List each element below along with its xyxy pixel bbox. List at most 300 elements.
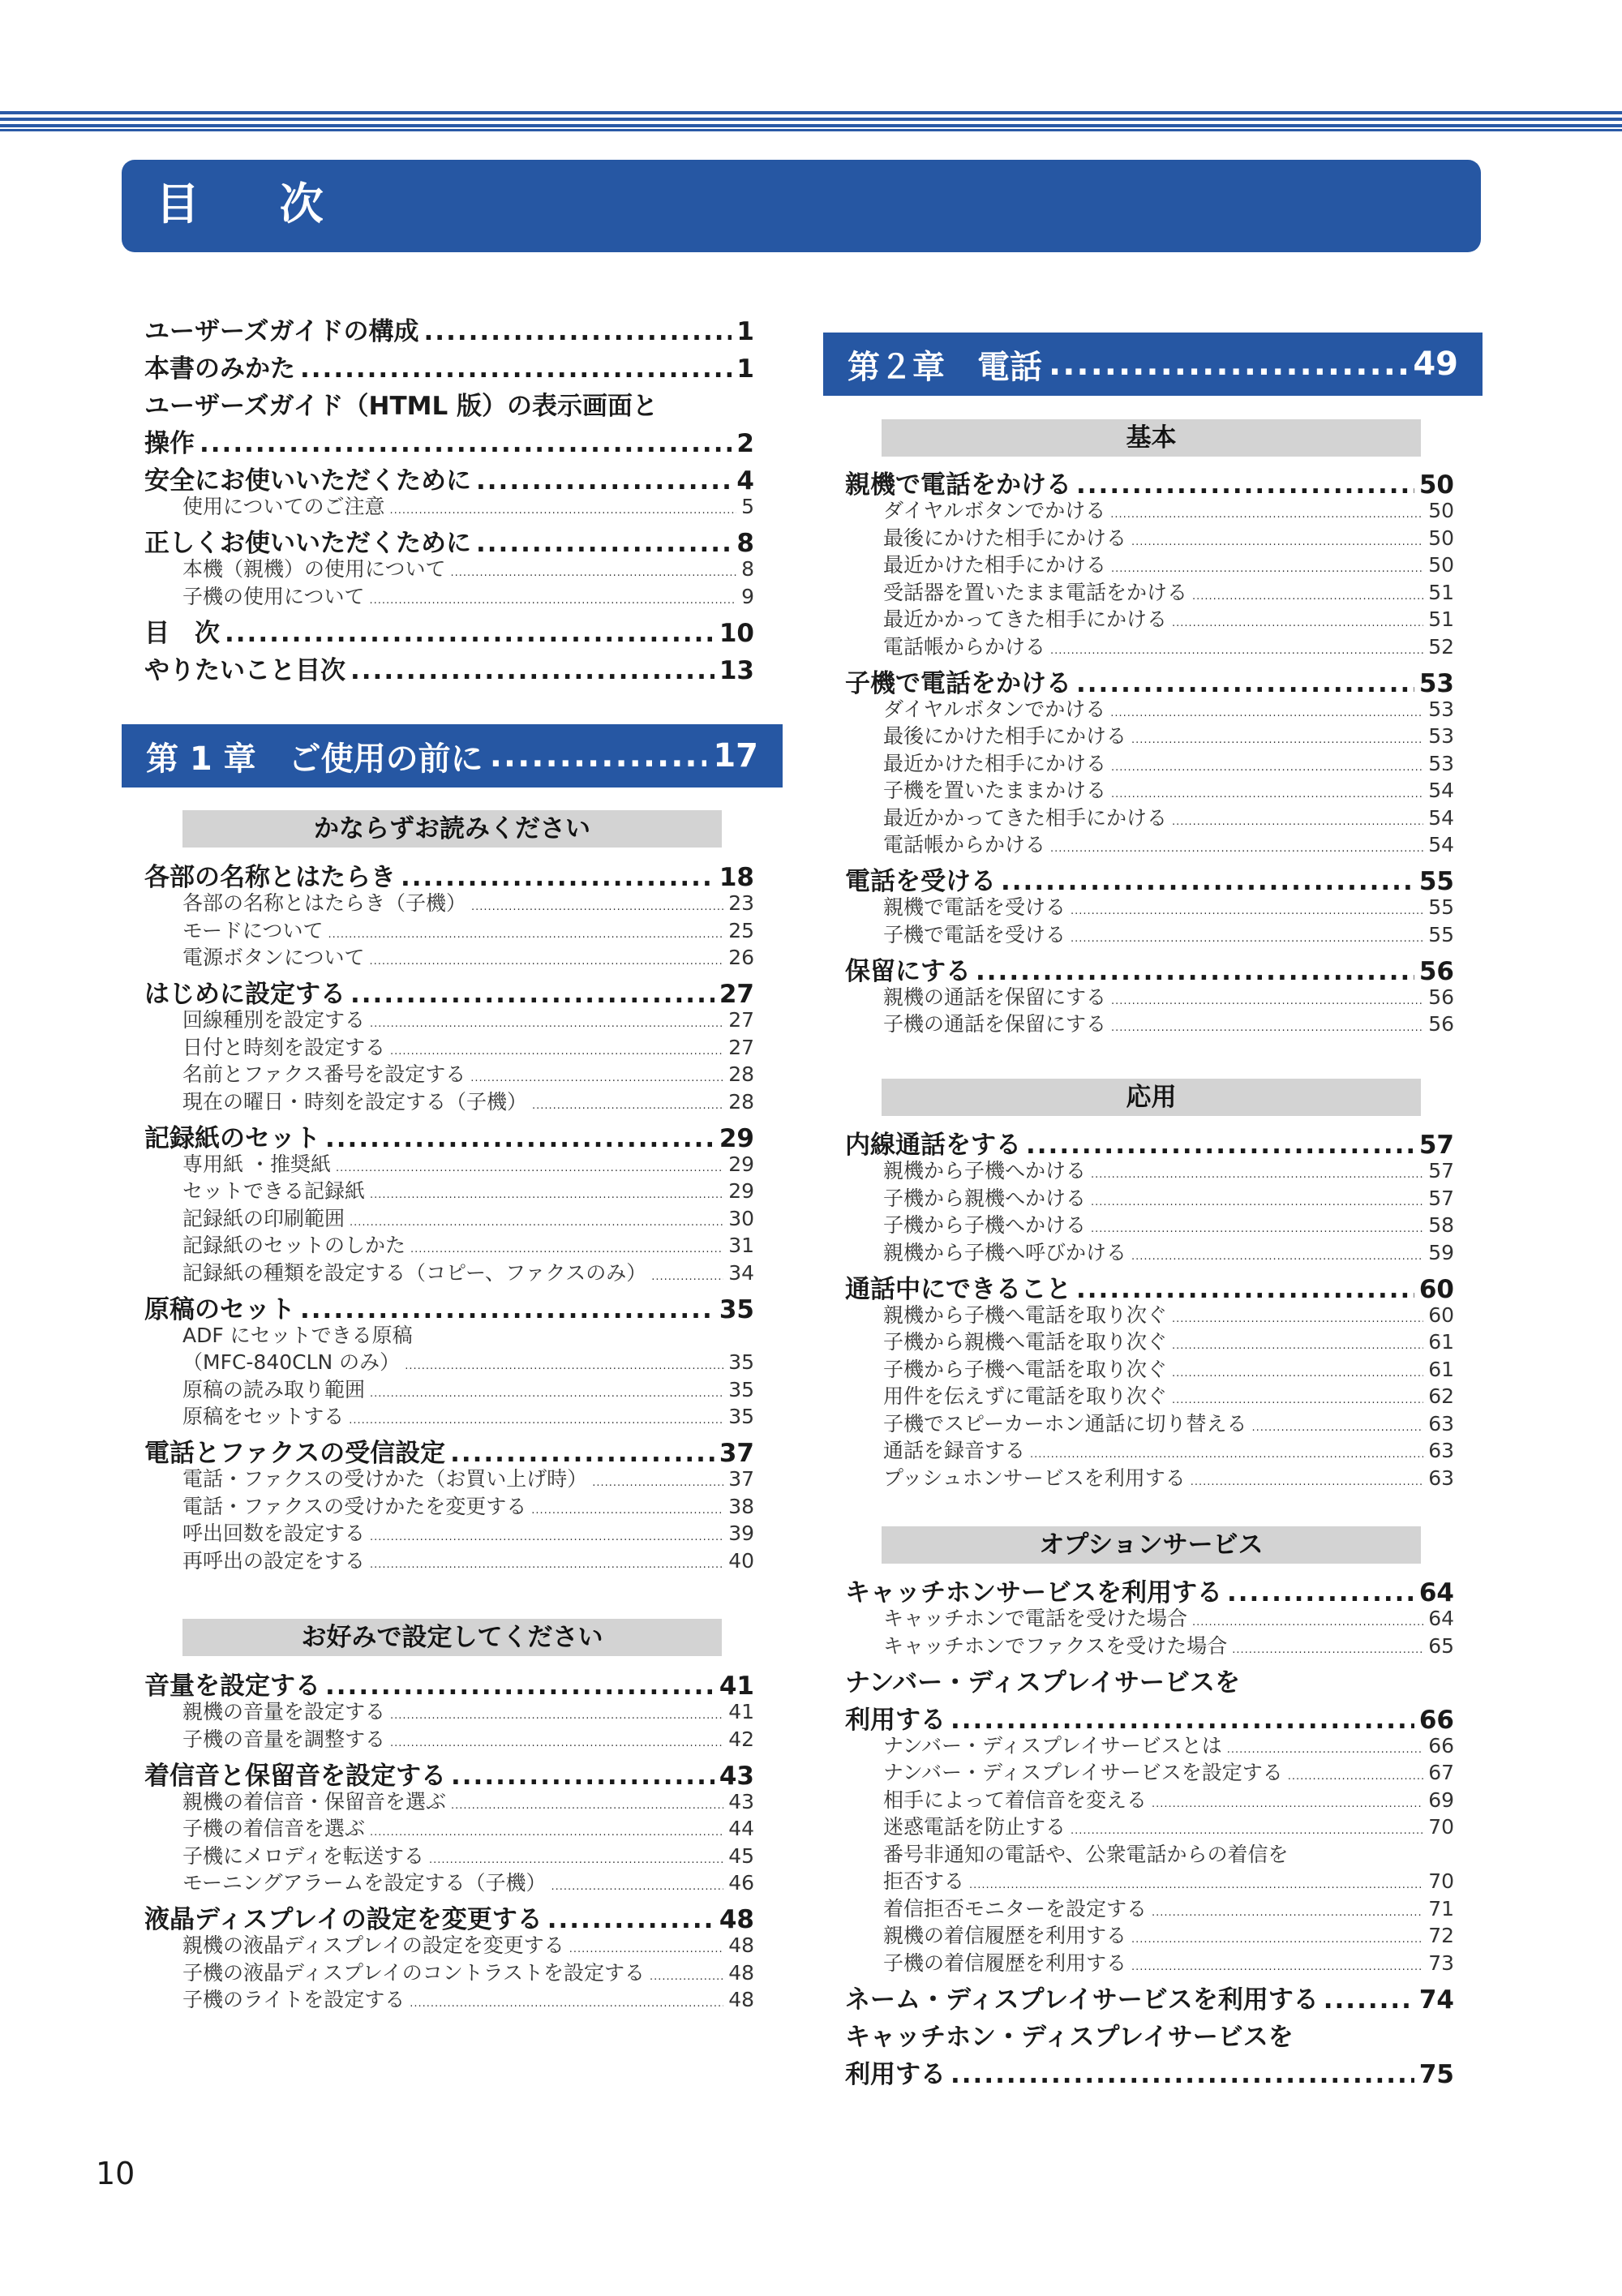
toc-subentry[interactable] xyxy=(883,1329,1454,1355)
toc-subentry[interactable] xyxy=(883,1186,1454,1212)
toc-page-number: 74 xyxy=(1418,1985,1454,2015)
toc-subentry[interactable] xyxy=(883,1606,1454,1632)
toc-entry[interactable] xyxy=(144,1294,754,1326)
section-band: オプションサービス xyxy=(882,1526,1421,1564)
toc-subentry[interactable] xyxy=(883,552,1454,578)
chapter-1-band[interactable] xyxy=(122,724,783,788)
toc-page-number: 72 xyxy=(1428,1924,1454,1947)
dot-leader xyxy=(1131,530,1423,556)
toc-page-number: 52 xyxy=(1428,634,1454,659)
dot-leader xyxy=(390,1039,723,1065)
toc-page-number: 26 xyxy=(728,946,754,969)
toc-page-number: 70 xyxy=(1428,1815,1454,1839)
dot-leader xyxy=(1110,701,1423,727)
toc-page-number: 48 xyxy=(719,1905,754,1934)
toc-entry-title: 用件を伝えずに電話を取り次ぐ xyxy=(883,1384,1168,1408)
dot-leader xyxy=(350,1210,723,1236)
toc-page-number: 53 xyxy=(1418,668,1454,698)
toc-entry-title: 原稿の読み取り範囲 xyxy=(182,1377,366,1401)
dot-leader xyxy=(350,978,714,1011)
dot-leader xyxy=(200,427,732,460)
toc-subentry[interactable] xyxy=(883,751,1454,777)
toc-subentry[interactable] xyxy=(182,1377,754,1403)
toc-page-number: 48 xyxy=(728,1933,754,1957)
toc-page-number: 63 xyxy=(1428,1466,1454,1490)
toc-entry-text: ナンバー・ディスプレイサービスを xyxy=(845,1667,1241,1697)
dot-leader xyxy=(950,2058,1414,2091)
toc-subentry[interactable] xyxy=(883,1384,1454,1410)
toc-subentry[interactable] xyxy=(883,607,1454,633)
toc-entry-title: 日付と時刻を設定する xyxy=(182,1035,386,1059)
toc-page-number: 60 xyxy=(1418,1274,1454,1304)
toc-page-number: 8 xyxy=(736,529,754,558)
dot-leader xyxy=(1252,1415,1424,1441)
dot-leader xyxy=(532,1093,723,1119)
toc-entry-title: 電源ボタンについて xyxy=(182,946,365,969)
toc-page-number: 64 xyxy=(1418,1578,1454,1607)
toc-entry-text: 番号非通知の電話や、公衆電話からの着信を xyxy=(883,1842,1289,1866)
toc-subentry[interactable] xyxy=(182,556,754,582)
toc-page-number: 37 xyxy=(719,1439,754,1468)
toc-subentry[interactable] xyxy=(182,494,754,520)
dot-leader xyxy=(1191,1470,1423,1496)
toc-page-number: 10 xyxy=(719,618,754,648)
chapter-page-number: 49 xyxy=(1413,345,1458,383)
section-band: かならずお読みください xyxy=(182,810,722,848)
toc-page-number: 18 xyxy=(719,863,754,892)
toc-subentry[interactable] xyxy=(883,526,1454,551)
dot-leader xyxy=(390,1703,723,1729)
toc-entry-title: 親機の着信履歴を利用する xyxy=(883,1924,1127,1947)
toc-entry-title: ネーム・ディスプレイサービスを利用する xyxy=(845,1985,1319,2015)
dot-leader xyxy=(1227,1577,1414,1609)
dot-leader xyxy=(336,1156,723,1182)
toc-subentry[interactable] xyxy=(883,498,1454,524)
toc-subentry[interactable] xyxy=(883,1302,1454,1328)
toc-entry-title: 呼出回数を設定する xyxy=(182,1521,366,1545)
toc-subentry[interactable] xyxy=(883,723,1454,749)
toc-page-number: 57 xyxy=(1428,1186,1454,1210)
toc-page-number: 37 xyxy=(728,1467,754,1491)
toc-entry-title: 音量を設定する xyxy=(144,1672,320,1701)
dot-leader xyxy=(451,560,737,586)
dot-leader xyxy=(370,588,737,614)
toc-page-number: 43 xyxy=(719,1761,754,1791)
toc-page-number: 4 xyxy=(736,466,754,496)
dot-leader xyxy=(1071,1818,1423,1844)
toc-entry-title: 電話帳からかける xyxy=(883,833,1046,856)
toc-subentry[interactable] xyxy=(883,580,1454,606)
toc-subentry[interactable] xyxy=(182,1152,754,1178)
toc-entry-title: 子機の液晶ディスプレイのコントラストを設定する xyxy=(182,1960,646,1985)
toc-entry-title: 専用紙 ・推奨紙 xyxy=(182,1152,331,1176)
toc-page-number: 30 xyxy=(728,1206,754,1230)
toc-page-number: 50 xyxy=(1428,526,1454,550)
toc-subentry[interactable] xyxy=(883,1212,1454,1238)
toc-subentry[interactable] xyxy=(182,1789,754,1815)
toc-entry[interactable] xyxy=(144,465,754,497)
toc-page-number: 29 xyxy=(728,1152,754,1176)
toc-entry-title: 再呼出の設定をする xyxy=(182,1548,366,1573)
dot-leader xyxy=(531,1498,723,1524)
dot-leader xyxy=(592,1470,723,1496)
section-band: 基本 xyxy=(882,419,1421,457)
toc-page-number: 43 xyxy=(728,1789,754,1813)
toc-page-number: 27 xyxy=(728,1008,754,1032)
toc-subentry[interactable] xyxy=(182,891,754,916)
dot-leader xyxy=(1030,1442,1423,1468)
toc-subentry[interactable] xyxy=(182,1206,754,1232)
toc-subentry[interactable] xyxy=(883,895,1454,921)
toc-entry-title: 子機にメロディを転送する xyxy=(182,1843,425,1868)
dot-leader xyxy=(976,955,1414,988)
toc-page-number: 66 xyxy=(1428,1733,1454,1757)
toc-page-number: 9 xyxy=(741,584,754,608)
toc-page-number: 28 xyxy=(728,1062,754,1086)
dot-leader xyxy=(1232,1637,1423,1663)
toc-entry-title: 通話を録音する xyxy=(883,1439,1026,1462)
toc-subentry[interactable] xyxy=(883,1896,1454,1922)
toc-entry-title: ナンバー・ディスプレイサービスとは xyxy=(883,1733,1222,1757)
toc-subentry[interactable] xyxy=(182,1007,754,1033)
dot-leader xyxy=(1050,638,1423,664)
toc-entry-title: 液晶ディスプレイの設定を変更する xyxy=(144,1905,543,1934)
toc-subentry[interactable] xyxy=(182,1089,754,1115)
dot-leader xyxy=(476,465,732,497)
toc-subentry[interactable] xyxy=(182,918,754,944)
toc-entry[interactable] xyxy=(144,1760,754,1792)
page-number: 10 xyxy=(96,2156,135,2191)
toc-entry-title: 利用する xyxy=(845,2059,946,2089)
toc-entry-title: 使用についてのご注意 xyxy=(182,495,385,518)
toc-subentry[interactable] xyxy=(182,1062,754,1088)
toc-page-number: 71 xyxy=(1428,1896,1454,1920)
toc-entry[interactable] xyxy=(144,978,754,1011)
dot-leader xyxy=(551,1874,724,1900)
toc-page-number: 35 xyxy=(719,1294,754,1324)
dot-leader xyxy=(1192,584,1423,610)
toc-entry-title: 電話・ファクスの受けかた（お買い上げ時） xyxy=(182,1467,588,1491)
dot-leader xyxy=(1111,755,1423,781)
dot-leader xyxy=(410,1237,723,1263)
toc-page-number: 55 xyxy=(1418,867,1454,896)
toc-subentry[interactable] xyxy=(883,1357,1454,1383)
toc-entry-title: 親機から子機へかける xyxy=(883,1159,1087,1182)
toc-entry-title: 目 次 xyxy=(144,618,220,648)
toc-entry-title: 通話中にできること xyxy=(845,1274,1071,1304)
toc-page-number: 64 xyxy=(1428,1607,1454,1630)
toc-entry-title: ユーザーズガイドの構成 xyxy=(144,317,419,346)
toc-subentry[interactable] xyxy=(883,1923,1454,1949)
toc-page-number: 13 xyxy=(719,655,754,685)
toc-entry[interactable] xyxy=(845,1984,1454,2016)
toc-page-number: 39 xyxy=(728,1521,754,1545)
toc-subentry[interactable] xyxy=(182,1466,754,1492)
toc-entry[interactable] xyxy=(144,427,754,460)
toc-entry-title: 子機から子機へ電話を取り次ぐ xyxy=(883,1357,1168,1381)
toc-entry-title: 電話帳からかける xyxy=(883,634,1046,659)
dot-leader xyxy=(350,654,714,687)
toc-subentry[interactable] xyxy=(883,697,1454,723)
dot-leader xyxy=(1091,1190,1423,1216)
toc-subentry[interactable] xyxy=(883,1787,1454,1813)
toc-page-number: 41 xyxy=(719,1672,754,1701)
toc-page-number: 8 xyxy=(741,557,754,581)
toc-page-number: 75 xyxy=(1418,2059,1454,2089)
toc-page-number: 50 xyxy=(1418,470,1454,500)
toc-entry-title: 子機のライトを設定する xyxy=(182,1988,406,2011)
toc-page-number: 54 xyxy=(1428,805,1454,830)
toc-entry-title: 電話・ファクスの受けかたを変更する xyxy=(182,1494,527,1518)
toc-entry-title: 各部の名称とはたらき（子機） xyxy=(182,891,467,915)
dot-leader xyxy=(300,1294,714,1326)
toc-entry-title: キャッチホンサービスを利用する xyxy=(845,1578,1222,1607)
dot-leader xyxy=(1111,1015,1423,1041)
toc-page-number: 55 xyxy=(1428,922,1454,946)
toc-entry[interactable] xyxy=(845,1704,1454,1736)
toc-entry[interactable] xyxy=(845,955,1454,988)
dot-leader xyxy=(569,1937,723,1963)
toc-entry-title: 子機の音量を調整する xyxy=(182,1727,386,1751)
toc-subentry[interactable] xyxy=(182,1404,754,1430)
toc-subentry[interactable] xyxy=(182,1699,754,1725)
toc-page-number: 63 xyxy=(1428,1411,1454,1436)
toc-entry-title: 原稿のセット xyxy=(144,1294,295,1324)
toc-page-number: 66 xyxy=(1418,1705,1454,1735)
toc-subentry[interactable] xyxy=(182,1870,754,1896)
toc-page-number: 23 xyxy=(728,891,754,915)
dot-leader xyxy=(451,1760,714,1792)
toc-page-number: 69 xyxy=(1428,1787,1454,1812)
toc-entry-title: 内線通話をする xyxy=(845,1131,1021,1160)
toc-subentry[interactable] xyxy=(182,1548,754,1574)
toc-page-number: 53 xyxy=(1428,751,1454,775)
dot-leader xyxy=(370,1820,723,1846)
toc-subentry[interactable] xyxy=(182,584,754,610)
toc-page-number: 41 xyxy=(728,1700,754,1723)
toc-entry-title: 記録紙のセットのしかた xyxy=(182,1234,406,1257)
toc-subentry[interactable] xyxy=(883,1814,1454,1840)
chapter-title: 第 1 章 ご使用の前に xyxy=(146,740,483,778)
toc-page-number: 50 xyxy=(1428,553,1454,577)
dot-leader xyxy=(1091,1217,1423,1242)
toc-entry-title: 相手によって着信音を変える xyxy=(883,1787,1148,1812)
toc-subentry[interactable] xyxy=(182,1727,754,1753)
toc-page-number: 56 xyxy=(1428,1012,1454,1036)
toc-entry-title: 子機を置いたままかける xyxy=(883,779,1107,802)
chapter-title: 第２章 電話 xyxy=(847,348,1042,386)
toc-page-number: 61 xyxy=(1428,1357,1454,1381)
toc-subentry[interactable] xyxy=(182,1178,754,1204)
toc-entry-title: やりたいこと目次 xyxy=(144,655,345,685)
toc-subentry[interactable] xyxy=(182,1843,754,1869)
dot-leader xyxy=(1001,865,1414,898)
dot-leader xyxy=(1076,1273,1414,1306)
dot-leader xyxy=(1111,556,1423,582)
toc-entry-title: 子機でスピーカーホン通話に切り替える xyxy=(883,1411,1247,1436)
toc-entry-text: ユーザーズガイド（HTML 版）の表示画面と xyxy=(144,392,659,421)
dot-leader xyxy=(225,617,714,650)
dot-leader xyxy=(1172,1388,1423,1414)
dot-leader xyxy=(471,895,723,921)
toc-page-number: 51 xyxy=(1428,607,1454,631)
toc-entry-title: 最後にかけた相手にかける xyxy=(883,724,1127,748)
toc-subentry[interactable] xyxy=(883,634,1454,660)
toc-page-number: 54 xyxy=(1428,779,1454,802)
toc-subentry[interactable] xyxy=(883,1760,1454,1786)
dot-leader xyxy=(405,1354,723,1380)
dot-leader xyxy=(1110,502,1423,528)
toc-entry[interactable] xyxy=(144,353,754,385)
dot-leader xyxy=(1026,1129,1414,1161)
toc-entry-title: 操作 xyxy=(144,429,195,458)
toc-entry-title: 子機から親機へかける xyxy=(883,1186,1087,1210)
toc-subentry[interactable] xyxy=(182,1933,754,1959)
toc-subentry[interactable] xyxy=(883,778,1454,804)
dot-leader xyxy=(1111,782,1423,808)
toc-page-number: 61 xyxy=(1428,1330,1454,1354)
dot-leader xyxy=(969,1873,1423,1899)
toc-entry[interactable] xyxy=(144,527,754,560)
toc-subentry[interactable] xyxy=(883,922,1454,948)
toc-subentry[interactable] xyxy=(182,1816,754,1842)
toc-subentry[interactable] xyxy=(883,1411,1454,1437)
toc-subentry[interactable] xyxy=(182,1233,754,1259)
toc-entry-title: 親機から子機へ呼びかける xyxy=(883,1240,1127,1264)
toc-entry[interactable] xyxy=(144,1903,754,1936)
toc-entry-title: 親機の通話を保留にする xyxy=(883,985,1107,1009)
dot-leader xyxy=(950,1704,1414,1736)
toc-page-number: 70 xyxy=(1428,1869,1454,1893)
toc-entry-title: 子機で電話を受ける xyxy=(883,922,1066,946)
toc-page-number: 35 xyxy=(728,1377,754,1401)
toc-subentry[interactable] xyxy=(883,1438,1454,1464)
dot-leader xyxy=(325,1670,714,1702)
toc-entry-title: 子機から子機へかける xyxy=(883,1213,1087,1237)
dot-leader xyxy=(1172,1307,1423,1333)
toc-page-number: 27 xyxy=(728,1035,754,1059)
toc-subentry[interactable] xyxy=(883,1733,1454,1759)
dot-leader xyxy=(1227,1737,1423,1763)
toc-entry[interactable] xyxy=(144,1670,754,1702)
toc-entry[interactable] xyxy=(845,667,1454,700)
dot-leader xyxy=(390,498,737,524)
toc-entry[interactable] xyxy=(845,469,1454,501)
toc-subentry[interactable] xyxy=(182,1521,754,1547)
toc-entry-title: 迷惑電話を防止する xyxy=(883,1815,1066,1839)
toc-subentry[interactable] xyxy=(883,1240,1454,1266)
toc-page-number: 38 xyxy=(728,1494,754,1518)
toc-entry[interactable] xyxy=(845,1129,1454,1161)
toc-entry-title: モーニングアラームを設定する（子機） xyxy=(182,1871,547,1895)
dot-leader xyxy=(450,1437,714,1470)
toc-entry[interactable] xyxy=(845,1273,1454,1306)
chapter-2-band[interactable] xyxy=(823,333,1483,396)
dot-leader xyxy=(1172,611,1423,637)
dot-leader xyxy=(1050,836,1423,862)
toc-subentry[interactable] xyxy=(883,985,1454,1011)
toc-subentry[interactable] xyxy=(182,1987,754,2013)
toc-entry-title: 正しくお使いいただくために xyxy=(144,529,471,558)
toc-subentry[interactable] xyxy=(182,1494,754,1520)
toc-subentry[interactable] xyxy=(182,1035,754,1061)
dot-leader xyxy=(1131,1244,1423,1270)
toc-subentry[interactable] xyxy=(883,1869,1454,1895)
dot-leader xyxy=(1131,1955,1423,1981)
toc-entry[interactable] xyxy=(144,654,754,687)
toc-subentry[interactable] xyxy=(182,1260,754,1286)
dot-leader xyxy=(476,527,732,560)
toc-entry-title: 親機で電話をかける xyxy=(845,470,1071,500)
toc-subentry[interactable] xyxy=(883,805,1454,831)
dot-leader xyxy=(390,1731,723,1757)
toc-entry-title: 名前とファクス番号を設定する xyxy=(182,1062,466,1086)
toc-page-number: 45 xyxy=(728,1843,754,1868)
toc-entry-title: 電話とファクスの受信設定 xyxy=(144,1439,446,1468)
dot-leader xyxy=(1152,1792,1423,1817)
toc-entry-title: 回線種別を設定する xyxy=(182,1008,366,1032)
toc-entry[interactable] xyxy=(845,2058,1454,2091)
toc-page-number: 53 xyxy=(1428,697,1454,721)
toc-entry-title: 最近かかってきた相手にかける xyxy=(883,607,1168,631)
toc-subentry[interactable] xyxy=(883,1633,1454,1659)
toc-page-number: 48 xyxy=(728,1988,754,2011)
toc-page-number: 1 xyxy=(736,354,754,384)
toc-page-number: 59 xyxy=(1428,1240,1454,1264)
toc-entry[interactable] xyxy=(144,861,754,894)
toc-subentry[interactable] xyxy=(182,1350,754,1375)
toc-entry-title: キャッチホンでファクスを受けた場合 xyxy=(883,1633,1228,1658)
dot-leader xyxy=(300,353,732,385)
toc-entry-text: キャッチホン・ディスプレイサービスを xyxy=(845,2022,1294,2052)
toc-page-number: 67 xyxy=(1428,1761,1454,1784)
dot-leader xyxy=(547,1903,714,1936)
dot-leader xyxy=(1324,1984,1414,2016)
toc-entry-title: 着信拒否モニターを設定する xyxy=(883,1896,1148,1920)
toc-entry-title: 子機の使用について xyxy=(182,584,365,608)
toc-subentry[interactable] xyxy=(883,1158,1454,1184)
toc-subentry[interactable] xyxy=(883,1466,1454,1491)
toc-entry[interactable] xyxy=(845,1577,1454,1609)
toc-entry[interactable] xyxy=(144,617,754,650)
toc-entry-title: 子機の着信音を選ぶ xyxy=(182,1817,366,1840)
toc-entry-title: 最近かかってきた相手にかける xyxy=(883,805,1168,830)
toc-page-number: 29 xyxy=(719,1123,754,1153)
toc-entry-text: ADF にセットできる原稿 xyxy=(182,1323,413,1347)
toc-page-number: 51 xyxy=(1428,580,1454,604)
toc-entry-title: ダイヤルボタンでかける xyxy=(883,697,1106,721)
toc-entry-title: 安全にお使いいただくために xyxy=(144,466,471,496)
toc-entry[interactable] xyxy=(144,1437,754,1470)
toc-subentry[interactable] xyxy=(182,945,754,971)
toc-entry[interactable] xyxy=(144,1122,754,1155)
toc-subentry[interactable] xyxy=(883,1951,1454,1976)
toc-entry-title: 親機の音量を設定する xyxy=(182,1700,386,1723)
toc-entry[interactable] xyxy=(144,315,754,348)
dot-leader xyxy=(1049,345,1406,383)
toc-page-number: 55 xyxy=(1428,895,1454,919)
toc-entry[interactable] xyxy=(845,865,1454,898)
toc-entry-title: 各部の名称とはたらき xyxy=(144,863,396,892)
dot-leader xyxy=(1192,1610,1423,1636)
toc-subentry[interactable] xyxy=(883,832,1454,858)
toc-entry-title: 親機で電話を受ける xyxy=(883,895,1066,919)
dot-leader xyxy=(349,1408,723,1434)
toc-page-number: 60 xyxy=(1428,1302,1454,1327)
toc-subentry[interactable] xyxy=(182,1960,754,1986)
dot-leader xyxy=(1111,989,1423,1015)
toc-subentry[interactable] xyxy=(883,1011,1454,1037)
